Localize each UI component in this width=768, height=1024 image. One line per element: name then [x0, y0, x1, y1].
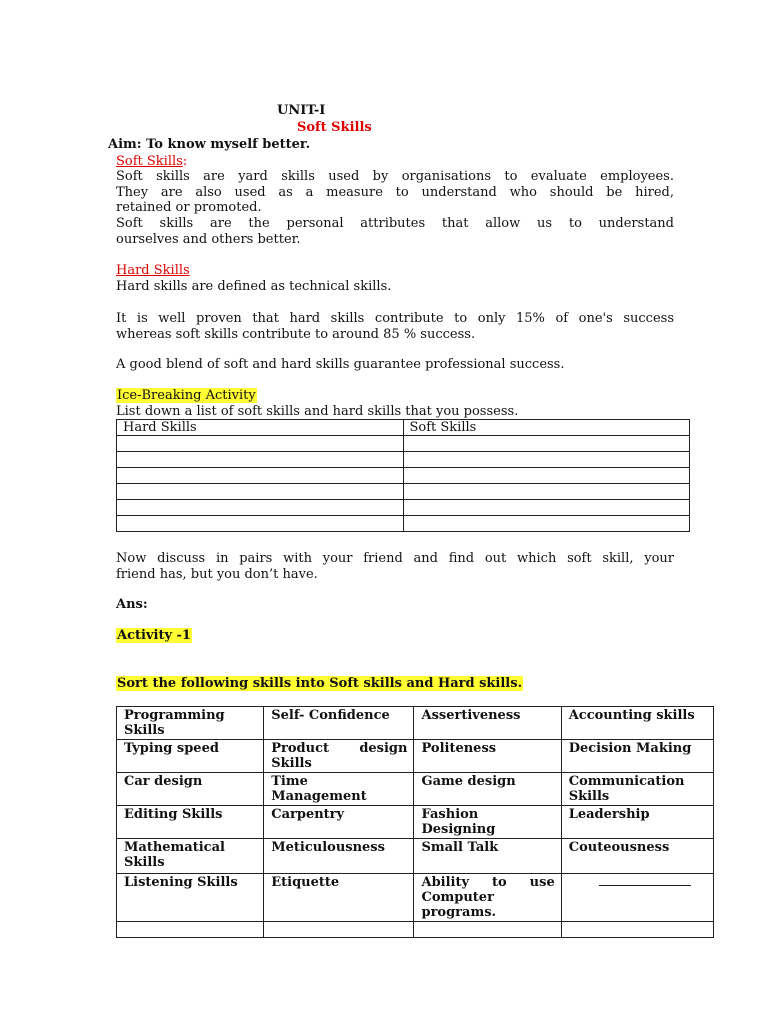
ice-breaking-instruction: List down a list of soft skills and hard skills that you possess.: [116, 404, 519, 419]
skill-cell: Typing speed: [117, 740, 264, 773]
table-row: [117, 500, 690, 516]
soft-skills-p2-line-2: ourselves and others better.: [116, 231, 301, 247]
table-row: [117, 452, 690, 468]
sort-skills-table: [116, 706, 714, 938]
table-row: [117, 773, 714, 806]
skill-cell: Product design Skills: [264, 740, 414, 773]
empty-cell[interactable]: [561, 922, 713, 938]
skill-cell: Ability to use Computer programs.: [414, 874, 561, 922]
skill-cell: Fashion Designing: [414, 806, 561, 839]
hard-skills-definition: Hard skills are defined as technical skills.: [116, 279, 392, 294]
table-cell[interactable]: [117, 468, 404, 484]
soft-skills-paragraph-2: [116, 216, 674, 247]
unit-label: UNIT-I: [277, 103, 326, 118]
table-row: [117, 484, 690, 500]
page-title: Soft Skills: [297, 120, 372, 135]
skill-cell: Mathematical Skills: [117, 839, 264, 874]
answer-label: Ans:: [116, 597, 148, 612]
hard-skills-paragraph-2: [116, 311, 674, 342]
hard-skills-column-header: Hard Skills: [117, 420, 404, 436]
ice-breaking-heading: Ice-Breaking Activity: [117, 388, 256, 403]
skill-cell: Etiquette: [264, 874, 414, 922]
table-cell[interactable]: [403, 436, 690, 452]
skill-cell: Car design: [117, 773, 264, 806]
skill-cell: Communication Skills: [561, 773, 713, 806]
skill-cell: Assertiveness: [414, 707, 561, 740]
table-cell[interactable]: [403, 500, 690, 516]
discuss-paragraph: [116, 551, 674, 582]
soft-skills-column-header: Soft Skills: [403, 420, 690, 436]
soft-skills-heading-text: Soft Skills: [116, 154, 183, 169]
table-cell[interactable]: [117, 484, 404, 500]
table-cell[interactable]: [117, 500, 404, 516]
table-cell[interactable]: [117, 436, 404, 452]
table-row: [117, 436, 690, 452]
soft-skills-heading-colon: :: [182, 154, 188, 169]
table-row: [117, 468, 690, 484]
skills-possessed-table: [116, 419, 690, 532]
table-row: [117, 839, 714, 874]
soft-skills-p1-line-2: They are also used as a measure to understand who should be hired,: [116, 184, 674, 200]
table-row: [117, 806, 714, 839]
activity-1-instruction: Sort the following skills into Soft skills and Hard skills.: [117, 676, 523, 691]
soft-skills-p2-line-1: Soft skills are the personal attributes that allow us to understand: [116, 216, 674, 231]
table-cell[interactable]: [403, 516, 690, 532]
table-row: [117, 516, 690, 532]
table-cell[interactable]: [117, 452, 404, 468]
hard-skills-heading: Hard Skills: [116, 263, 190, 278]
blank-underline: [599, 877, 691, 886]
skill-cell: Carpentry: [264, 806, 414, 839]
skill-cell: Editing Skills: [117, 806, 264, 839]
skill-cell: Meticulousness: [264, 839, 414, 874]
table-cell[interactable]: [403, 452, 690, 468]
skill-cell: Programming Skills: [117, 707, 264, 740]
skill-cell: Listening Skills: [117, 874, 264, 922]
empty-cell[interactable]: [264, 922, 414, 938]
table-cell[interactable]: [117, 516, 404, 532]
skill-cell: Game design: [414, 773, 561, 806]
table-header-row: [117, 420, 690, 436]
skill-cell: Accounting skills: [561, 707, 713, 740]
table-row: [117, 874, 714, 922]
aim-text: Aim: To know myself better.: [108, 137, 311, 152]
hard-skills-paragraph-3: A good blend of soft and hard skills guarantee professional success.: [116, 357, 565, 372]
soft-skills-p1-line-3: retained or promoted.: [116, 200, 262, 215]
table-row: [117, 707, 714, 740]
hard-skills-p2-line-1: It is well proven that hard skills contribute to only 15% of one's success: [116, 311, 674, 326]
skill-cell: Decision Making: [561, 740, 713, 773]
blank-answer-cell[interactable]: [561, 874, 713, 922]
table-row: [117, 740, 714, 773]
discuss-line-1: Now discuss in pairs with your friend and find out which soft skill, your: [116, 551, 674, 566]
activity-1-heading: Activity -1: [117, 628, 191, 643]
table-row: [117, 922, 714, 938]
soft-skills-paragraph-1: [116, 169, 674, 216]
skill-cell: Self- Confidence: [264, 707, 414, 740]
soft-skills-heading: [116, 154, 187, 169]
empty-cell[interactable]: [414, 922, 561, 938]
skill-cell: Couteousness: [561, 839, 713, 874]
skill-cell: Leadership: [561, 806, 713, 839]
skill-cell: Time Management: [264, 773, 414, 806]
empty-cell[interactable]: [117, 922, 264, 938]
hard-skills-p2-line-2: whereas soft skills contribute to around 85 % success.: [116, 326, 476, 342]
table-cell[interactable]: [403, 484, 690, 500]
skill-cell: Politeness: [414, 740, 561, 773]
discuss-line-2: friend has, but you don’t have.: [116, 566, 318, 582]
skill-cell: Small Talk: [414, 839, 561, 874]
soft-skills-p1-line-1: Soft skills are yard skills used by organisations to evaluate employees.: [116, 169, 674, 184]
table-cell[interactable]: [403, 468, 690, 484]
